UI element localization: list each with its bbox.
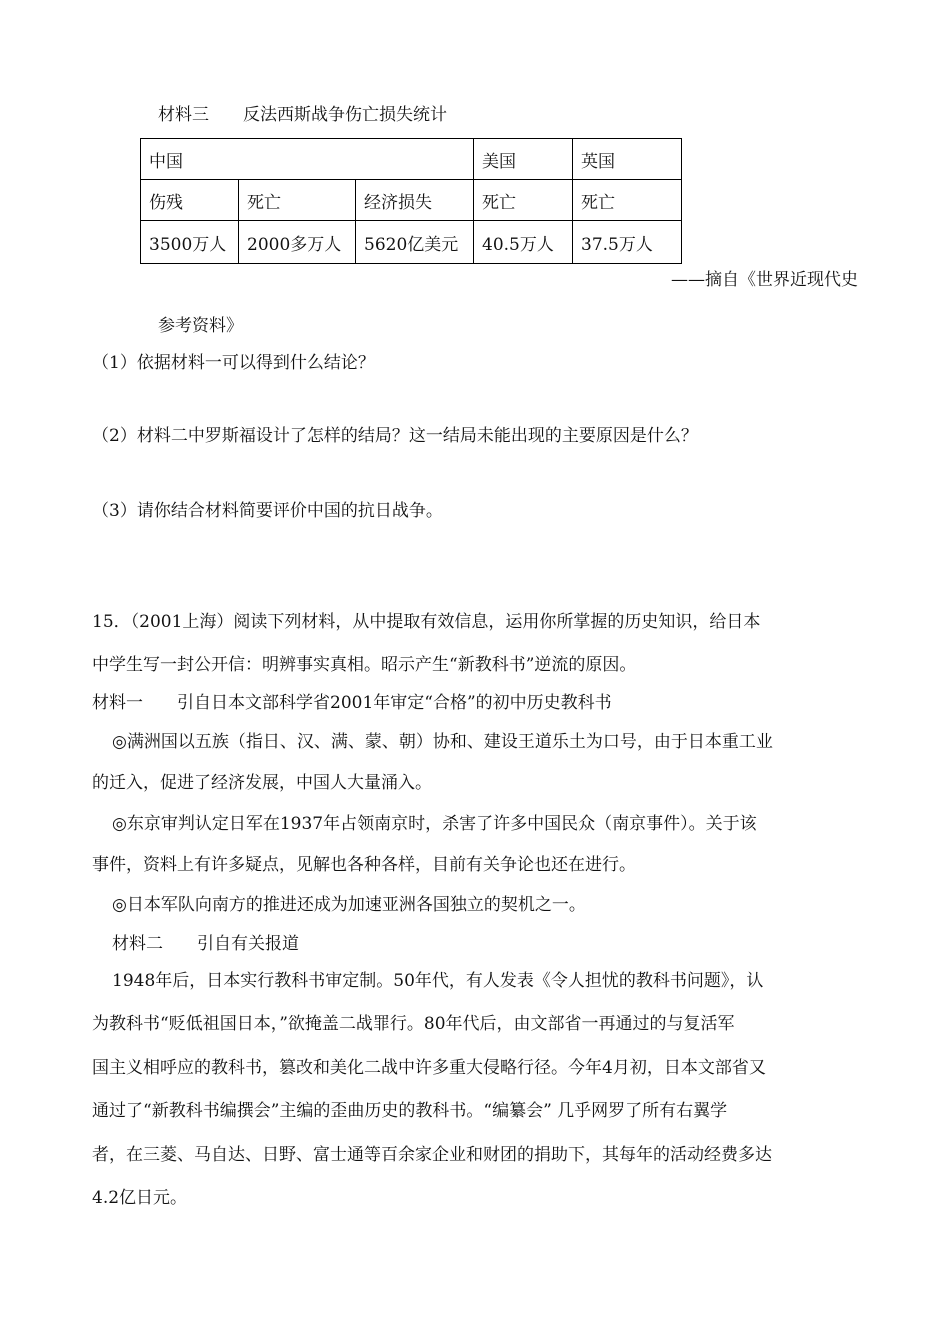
m2-line: 通过了“新教科书编撰会”主编的歪曲历史的教科书。“编纂会” 几乎网罗了所有右翼学	[92, 1101, 728, 1121]
material3-heading: 材料三 反法西斯战争伤亡损失统计	[158, 105, 447, 125]
value-cell: 2000多万人	[239, 221, 356, 264]
subheader-cell: 死亡	[474, 180, 573, 221]
table-values-row	[141, 221, 682, 264]
m1-item1-line1: ◎满洲国以五族（指日、汉、满、蒙、朝）协和、建设王道乐土为口号，由于日本重工业	[112, 732, 773, 752]
q15-intro-line2: 中学生写一封公开信：明辨事实真相。昭示产生“新教科书”逆流的原因。	[92, 655, 637, 675]
subheader-cell: 伤残	[141, 180, 239, 221]
question-3: （3）请你结合材料简要评价中国的抗日战争。	[92, 501, 443, 521]
source-line-2: 参考资料》	[158, 316, 243, 336]
value-cell: 5620亿美元	[356, 221, 474, 264]
question-1: （1）依据材料一可以得到什么结论？	[92, 353, 375, 373]
m1-item3: ◎日本军队向南方的推进还成为加速亚洲各国独立的契机之一。	[112, 895, 586, 915]
subheader-cell: 经济损失	[356, 180, 474, 221]
header-usa: 美国	[474, 139, 573, 180]
q15-intro-line1: 15．（2001上海）阅读下列材料，从中提取有效信息，运用你所掌握的历史知识，给日本	[92, 612, 761, 632]
m1-item2-line2: 事件，资料上有许多疑点，见解也各种各样，目前有关争论也还在进行。	[92, 855, 636, 875]
value-cell: 40.5万人	[474, 221, 573, 264]
question-2: （2）材料二中罗斯福设计了怎样的结局？这一结局未能出现的主要原因是什么？	[92, 426, 698, 446]
subheader-cell: 死亡	[239, 180, 356, 221]
material2-heading: 材料二 引自有关报道	[112, 934, 299, 954]
casualty-table	[140, 138, 682, 264]
subheader-cell: 死亡	[573, 180, 682, 221]
source-line-1: ——摘自《世界近现代史	[671, 270, 858, 290]
m2-line: 者，在三菱、马自达、日野、富士通等百余家企业和财团的捐助下，其每年的活动经费多达	[92, 1145, 772, 1165]
material1-heading: 材料一 引自日本文部科学省2001年审定“合格”的初中历史教科书	[92, 693, 612, 713]
m1-item2-line1: ◎东京审判认定日军在1937年占领南京时，杀害了许多中国民众（南京事件）。关于该	[112, 814, 757, 834]
m1-item1-line2: 的迁入，促进了经济发展，中国人大量涌入。	[92, 773, 432, 793]
header-china: 中国	[141, 139, 474, 180]
table-subheader-row	[141, 180, 682, 221]
table-header-row	[141, 139, 682, 180]
m2-line: 国主义相呼应的教科书，篡改和美化二战中许多重大侵略行径。今年4月初，日本文部省又	[92, 1058, 766, 1078]
header-uk: 英国	[573, 139, 682, 180]
value-cell: 37.5万人	[573, 221, 682, 264]
m2-line: 4.2亿日元。	[92, 1188, 188, 1208]
m2-line: 为教科书“贬低祖国日本，”欲掩盖二战罪行。80年代后，由文部省一再通过的与复活军	[92, 1014, 735, 1034]
value-cell: 3500万人	[141, 221, 239, 264]
m2-line: 1948年后，日本实行教科书审定制。50年代，有人发表《令人担忧的教科书问题》，认	[112, 971, 764, 991]
